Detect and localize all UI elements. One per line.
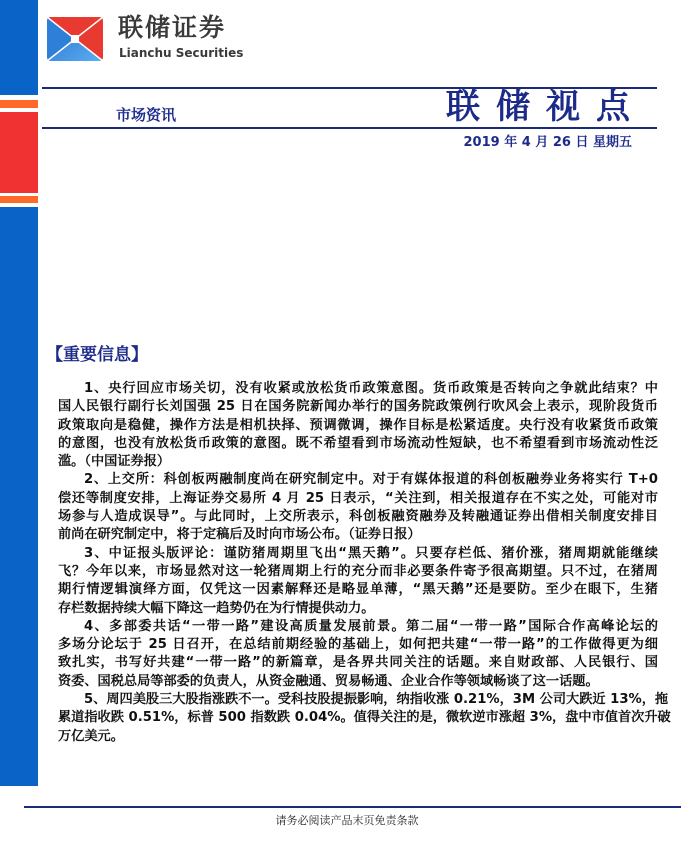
- news-paragraph: [58, 691, 671, 746]
- paragraph-line: 前尚在研究制定中，将于定稿后及时向市场公布。（证券日报）: [58, 527, 421, 543]
- footer-disclaimer: 请务必阅读产品末页免责条款: [275, 814, 419, 827]
- brand-name-cn: 联储证券: [118, 13, 227, 42]
- paragraph-line: 资委、国税总局等部委的负责人，从资金融通、贸易畅通、企业合作等领域畅谈了这一话题。: [58, 673, 599, 689]
- side-bar-orange-stripe: [0, 196, 38, 203]
- news-paragraph: [58, 545, 658, 618]
- side-bar-blue-top: [0, 0, 38, 95]
- paragraph-line: 3、中证报头版评论：谨防猪周期里飞出“黑天鹅”。只要存栏低、猪价涨，猪周期就能继续: [84, 545, 658, 561]
- paragraph-line: 国人民银行副行长刘国强 25 日在国务院新闻办举行的国务院政策例行吹风会上表示，现阶段货币: [58, 399, 658, 415]
- paragraph-line: 滥。（中国证券报）: [58, 454, 171, 470]
- paragraph-line: 偿还等制度安排，上海证券交易所 4 月 25 日表示，“关注到，相关报道存在不实之处，可能对市: [58, 490, 658, 506]
- side-bar-blue-bottom: [0, 207, 38, 786]
- paragraph-line: 存栏数据持续大幅下降这一趋势仍在为行情提供动力。: [58, 600, 375, 616]
- title-divider: [42, 127, 657, 129]
- paragraph-line: 累道指收跌 0.51%，标普 500 指数跌 0.04%。值得关注的是，微软逆市涨超 3%，盘中市值首次升破: [58, 710, 671, 726]
- news-paragraph: [58, 471, 658, 544]
- side-bar-orange-stripe: [0, 100, 38, 108]
- report-date: 2019 年 4 月 26 日 星期五: [463, 135, 632, 150]
- news-paragraph: [58, 380, 658, 471]
- paragraph-line: 致扎实，书写好共建“一带一路”的新篇章，是各界共同关注的话题。来自财政部、人民银行、国: [58, 655, 658, 671]
- paragraph-line: 1、央行回应市场关切，没有收紧或放松货币政策意图。货币政策是否转向之争就此结束？中: [84, 381, 658, 396]
- news-body: [58, 380, 671, 746]
- paragraph-line: 多场分论坛于 25 日召开，在总结前期经验的基础上，如何把共建“一带一路”的工作做得更为细: [58, 637, 658, 653]
- paragraph-line: 飞？今年以来，市场显然对这一轮猪周期上行的充分而非必要条件寄予很高期望。只不过，在猪周: [58, 563, 658, 579]
- paragraph-line: 的意图，也没有放松货币政策的意图。既不希望看到市场流动性短缺，也不希望看到市场流动性泛: [58, 435, 658, 451]
- section-label: 市场资讯: [116, 106, 177, 124]
- side-bar-red: [0, 112, 38, 193]
- paragraph-line: 5、周四美股三大股指涨跌不一。受科技股提振影响，纳指收涨 0.21%，3M 公司大跌近 13%，拖: [84, 692, 669, 708]
- brand-name-en: Lianchu Securities: [119, 46, 244, 60]
- news-paragraph: [58, 618, 658, 691]
- paragraph-line: 万亿美元。: [58, 728, 124, 744]
- section-heading: 【重要信息】: [46, 345, 148, 365]
- footer-divider: [24, 806, 681, 808]
- paragraph-line: 2、上交所：科创板两融制度尚在研究制定中。对于有媒体报道的科创板融券业务将实行 T+0: [84, 472, 658, 488]
- paragraph-line: 政策取向是稳健，操作方法是相机抉择、预调微调，操作目标是松紧适度。央行没有收紧货币政策: [58, 417, 658, 433]
- paragraph-line: 场参与人造成误导”。与此同时，上交所表示，科创板融资融券及转融通证券出借相关制度安排目: [58, 509, 658, 525]
- paragraph-line: 4、多部委共话“一带一路”建设高质量发展前景。第二届“一带一路”国际合作高峰论坛的: [84, 618, 658, 634]
- company-logo: [47, 17, 103, 61]
- paragraph-line: 期行情逻辑演绎方面，仅凭这一因素解释还是略显单薄，“黑天鹅”还是要防。至少在眼下，生猪: [58, 582, 658, 598]
- report-title: 联储视点: [446, 87, 646, 127]
